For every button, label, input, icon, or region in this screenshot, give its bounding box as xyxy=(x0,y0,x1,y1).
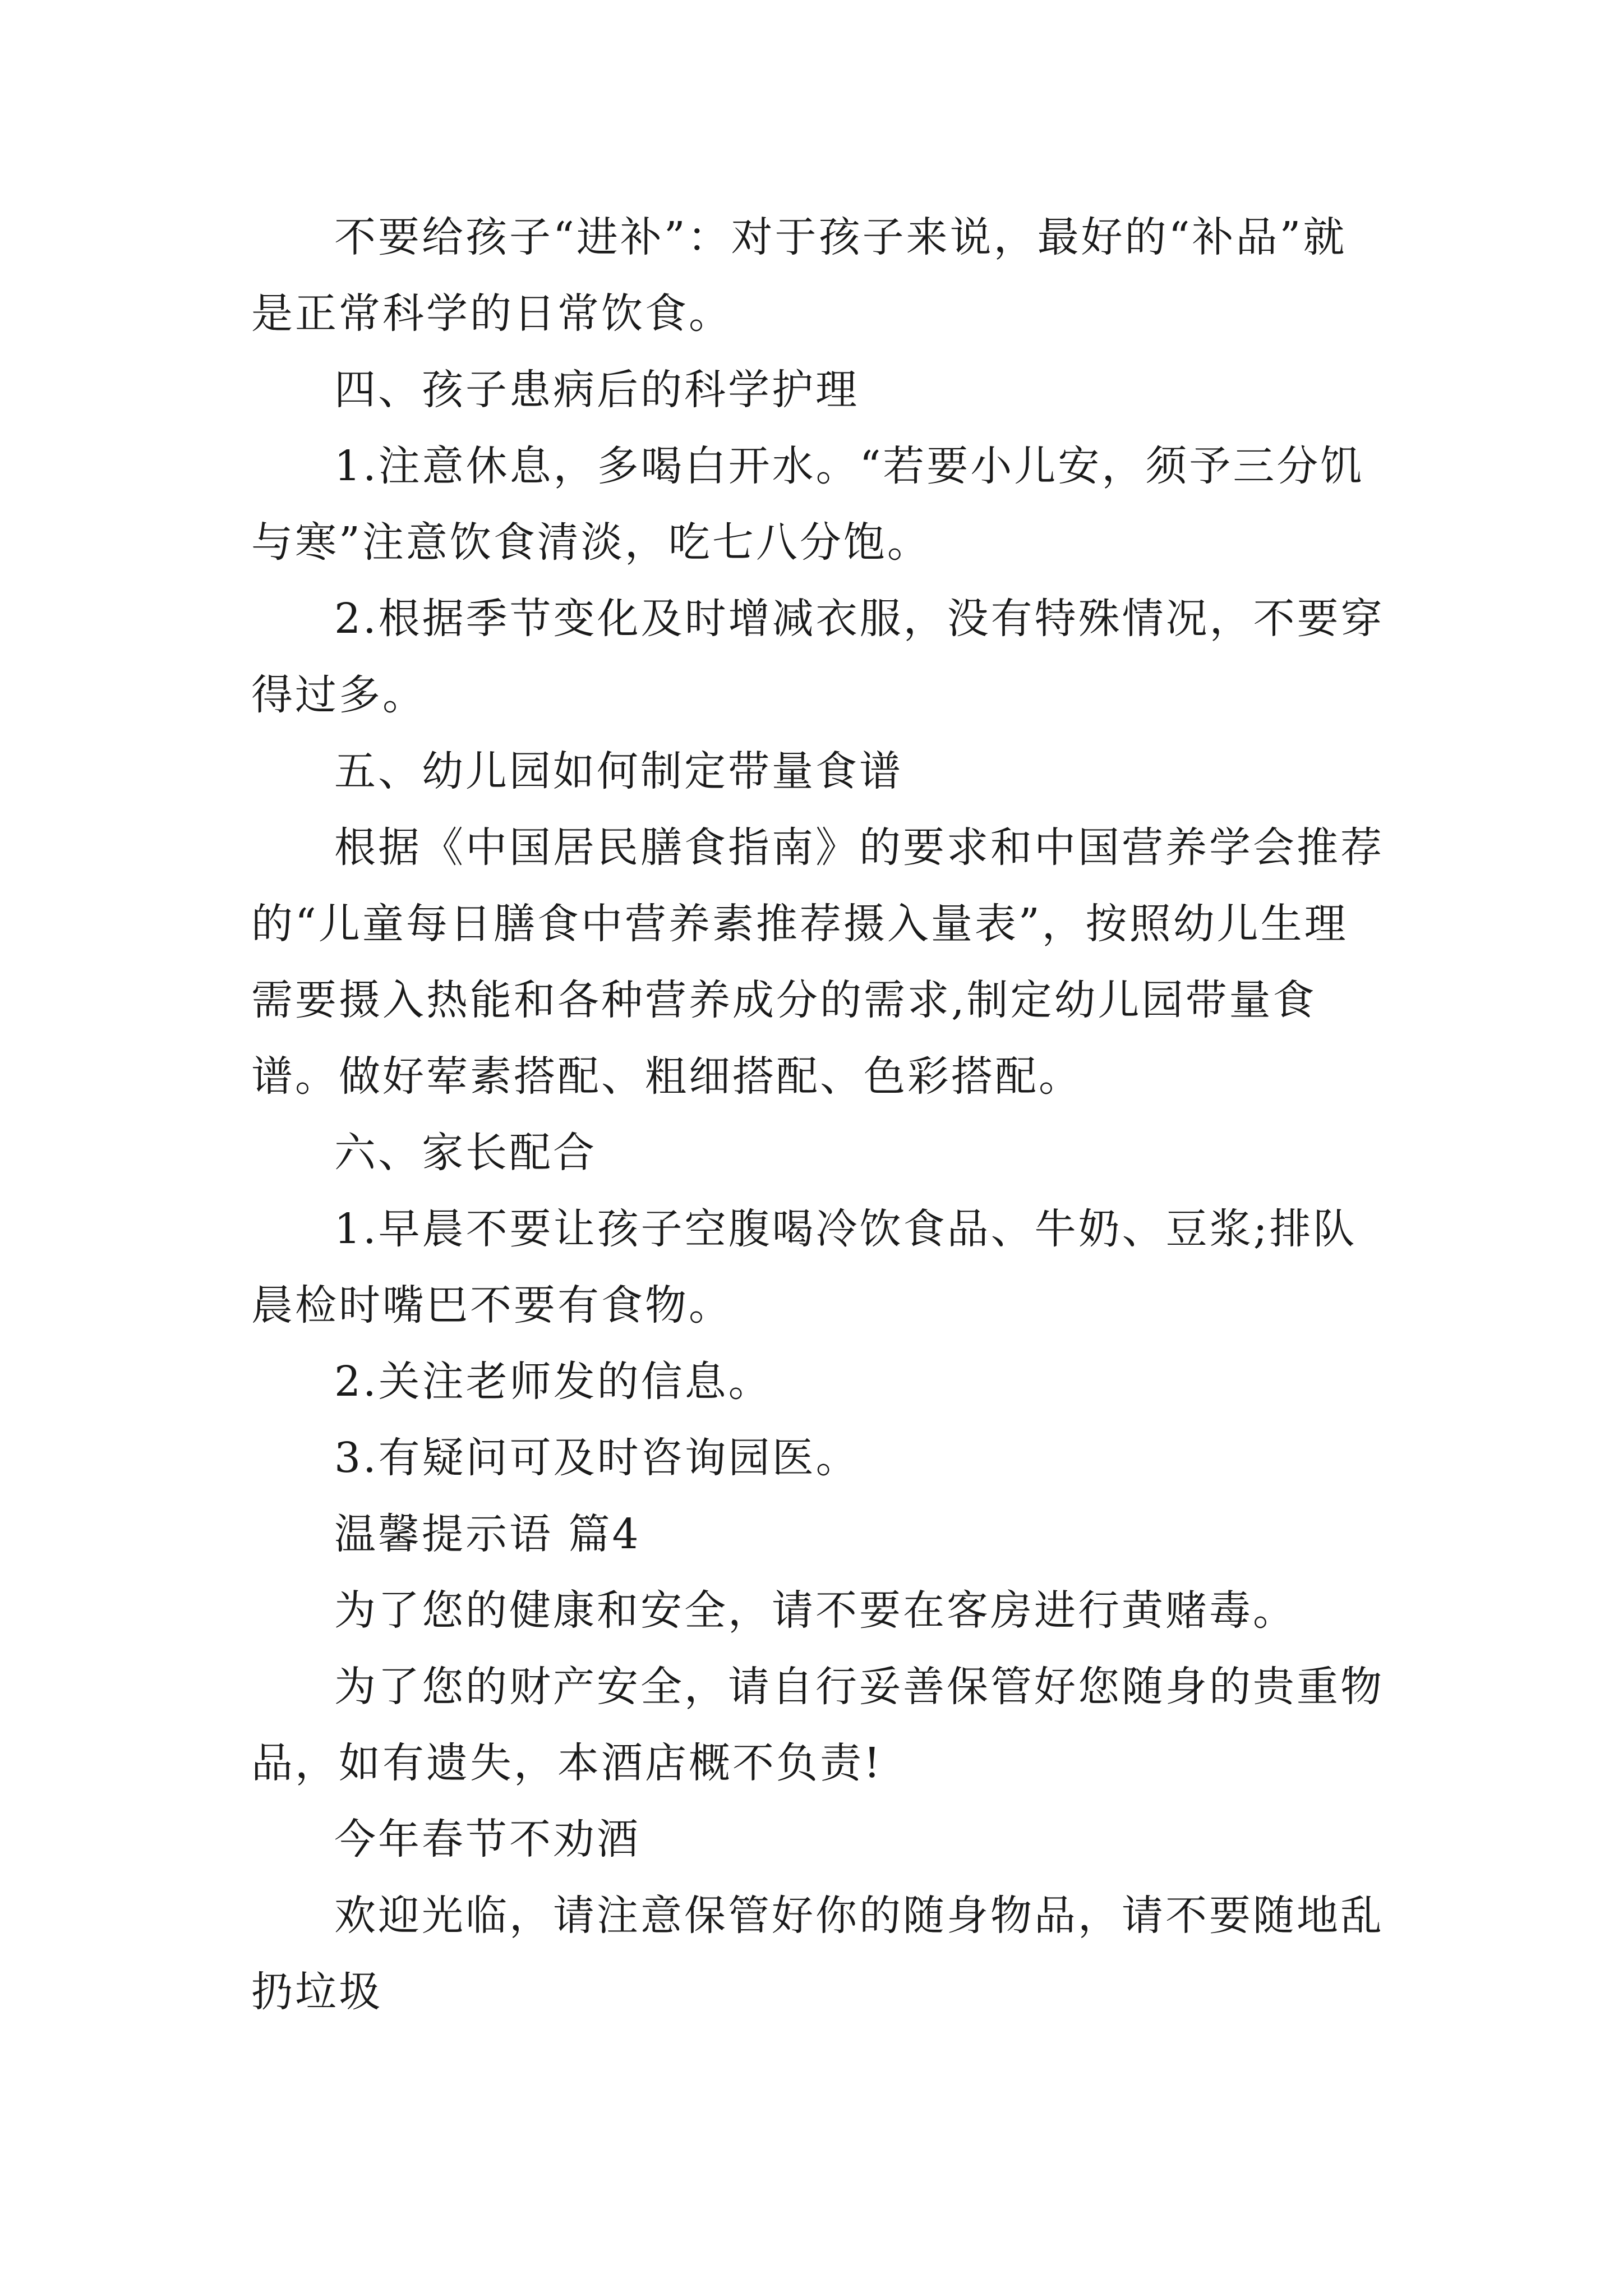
paragraph-rest: 1.注意休息，多喝白开水。“若要小儿安，须予三分饥与寒”注意饮食清淡，吃七八分饱。 xyxy=(251,442,1364,567)
paragraph-valuables: 为了您的财产安全，请自行妥善保管好您随身的贵重物品，如有遗失，本酒店概不负责! xyxy=(251,1663,1384,1787)
section-heading-4: 四、孩子患病后的科学护理 xyxy=(334,366,859,414)
paragraph-menu: 根据《中国居民膳食指南》的要求和中国营养学会推荐的“儿童每日膳食中营养素推荐摄入量表”，按照幼儿生理需要摄入热能和各种营养成分的需求,制定幼儿园带量食谱。做好荤素搭配、粗细搭配、色彩搭配。 xyxy=(251,823,1384,1101)
paragraph-tonic: 不要给孩子“进补”：对于孩子来说，最好的“补品”就是正常科学的日常饮食。 xyxy=(251,213,1347,338)
paragraph-consult-doctor: 3.有疑问可及时咨询园医。 xyxy=(334,1434,860,1482)
paragraph-teacher-info: 2.关注老师发的信息。 xyxy=(334,1358,772,1406)
section-title-part-4: 温馨提示语 篇4 xyxy=(334,1510,641,1558)
paragraph-hotel-safety: 为了您的健康和安全，请不要在客房进行黄赌毒。 xyxy=(334,1586,1297,1635)
section-heading-6: 六、家长配合 xyxy=(334,1129,597,1177)
paragraph-morning: 1.早晨不要让孩子空腹喝冷饮食品、牛奶、豆浆;排队晨检时嘴巴不要有食物。 xyxy=(251,1205,1357,1329)
paragraph-welcome: 欢迎光临，请注意保管好你的随身物品，请不要随地乱扔垃圾 xyxy=(251,1892,1384,2016)
paragraph-spring-festival: 今年春节不劝酒 xyxy=(334,1815,640,1864)
section-heading-5: 五、幼儿园如何制定带量食谱 xyxy=(334,747,903,795)
document-page xyxy=(251,199,1390,2030)
paragraph-clothing: 2.根据季节变化及时增减衣服，没有特殊情况，不要穿得过多。 xyxy=(251,595,1385,719)
